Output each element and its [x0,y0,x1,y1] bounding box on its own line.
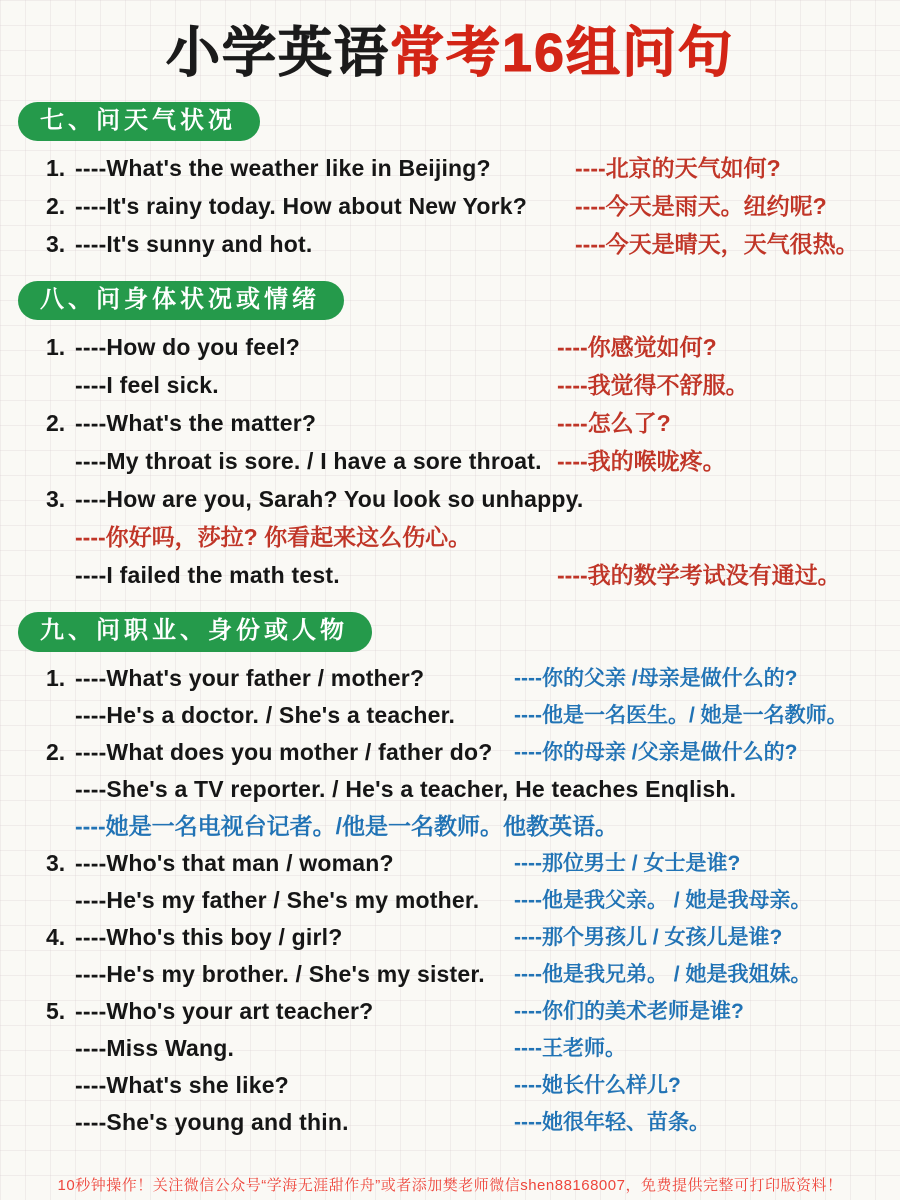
row-number: 1. [46,155,66,182]
english-text: ----I feel sick. [75,372,219,399]
row-number: 4. [46,923,66,950]
row-number: 3. [46,849,66,876]
sentence-row [0,518,900,556]
english-text: ----What's the matter? [75,410,317,437]
sentence-row [0,697,900,734]
section-badge: 九、问职业、身份或人物 [18,612,372,651]
sentence-row [0,956,900,993]
sentence-row [0,225,900,263]
row-number: 3. [46,486,66,513]
english-text: ----Who's your art teacher? [75,997,374,1024]
english-text: ----How do you feel? [75,334,301,361]
row-number: 5. [46,997,66,1024]
content [0,96,900,1141]
chinese-translation: ----他是我父亲。 / 她是我母亲。 [514,888,812,912]
chinese-translation: ----你感觉如何? [557,334,717,361]
row-number: 1. [46,334,66,361]
sentence-row [0,845,900,882]
section-8 [0,275,900,594]
row-number: 2. [46,193,66,220]
row-number: 2. [46,410,66,437]
english-text: ----What's the weather like in Beijing? [75,155,491,182]
sentence-row [0,366,900,404]
chinese-translation: ----她长什么样儿? [514,1073,681,1097]
english-text: ----I failed the math test. [75,562,340,589]
chinese-translation: ----你们的美术老师是谁? [514,999,744,1023]
sentence-row [0,1067,900,1104]
english-text: ----She's young and thin. [75,1108,349,1135]
english-text: ----He's my brother. / She's my sister. [75,960,485,987]
row-number: 2. [46,738,66,765]
chinese-translation: ----王老师。 [514,1036,626,1060]
chinese-translation: ----怎么了? [557,410,671,437]
chinese-translation: ----他是我兄弟。 / 她是我姐妹。 [514,962,812,986]
section-9 [0,606,900,1140]
sentence-row [0,442,900,480]
sentence-row [0,404,900,442]
chinese-translation: ----今天是雨天。纽约呢? [575,193,827,220]
english-text: ----My throat is sore. / I have a sore throat. [75,448,542,475]
chinese-translation: ----你的父亲 /母亲是做什么的? [514,666,798,690]
page-title-red: 常考16组问句 [389,23,735,83]
sentence-row [0,187,900,225]
sentence-row [0,149,900,187]
chinese-translation: ----那个男孩儿 / 女孩儿是谁? [514,925,783,949]
sentence-row [0,993,900,1030]
sentence-row [0,734,900,771]
chinese-translation: ----你好吗，莎拉? 你看起来这么伤心。 [75,524,472,551]
section-badge: 七、问天气状况 [18,102,260,141]
english-text: ----It's sunny and hot. [75,231,313,258]
row-number: 1. [46,664,66,691]
sentence-row [0,660,900,697]
sentence-row [0,808,900,845]
english-text: ----Who's this boy / girl? [75,923,343,950]
english-text: ----How are you, Sarah? You look so unhappy. [75,486,584,513]
sentence-row [0,882,900,919]
chinese-translation: ----今天是晴天，天气很热。 [575,231,859,258]
sentence-row [0,919,900,956]
sentence-row [0,328,900,366]
chinese-translation: ----我的数学考试没有通过。 [557,562,841,589]
sentence-row [0,1030,900,1067]
chinese-translation: ----我的喉咙疼。 [557,448,726,475]
page-title-black: 小学英语 [165,23,390,83]
chinese-translation: ----那位男士 / 女士是谁? [514,851,741,875]
english-text: ----He's a doctor. / She's a teacher. [75,701,456,728]
sentence-row [0,556,900,594]
chinese-translation: ----我觉得不舒服。 [557,372,749,399]
footer-note: 10秒钟操作！关注微信公众号“学海无涯甜作舟”或者添加樊老师微信shen88168007，免费提供完整可打印版资料！ [57,1177,843,1194]
chinese-translation: ----他是一名医生。/ 她是一名教师。 [514,703,848,727]
english-text: ----He's my father / She's my mother. [75,886,480,913]
chinese-translation: ----她很年轻、苗条。 [514,1110,710,1134]
section-badge: 八、问身体状况或情绪 [18,281,344,320]
english-text: ----Miss Wang. [75,1034,235,1061]
english-text: ----She's a TV reporter. / He's a teacher, He teaches Enqlish. [75,775,737,802]
sentence-row [0,771,900,808]
english-text: ----Who's that man / woman? [75,849,394,876]
chinese-translation: ----她是一名电视台记者。/他是一名教师。他教英语。 [75,812,619,839]
row-number: 3. [46,231,66,258]
chinese-translation: ----你的母亲 /父亲是做什么的? [514,740,798,764]
english-text: ----What's she like? [75,1071,289,1098]
english-text: ----What's your father / mother? [75,664,425,691]
sentence-row [0,1104,900,1141]
english-text: ----It's rainy today. How about New York? [75,193,527,220]
section-7 [0,96,900,263]
sentence-row [0,480,900,518]
english-text: ----What does you mother / father do? [75,738,493,765]
page-title [0,0,900,84]
chinese-translation: ----北京的天气如何? [575,155,781,182]
